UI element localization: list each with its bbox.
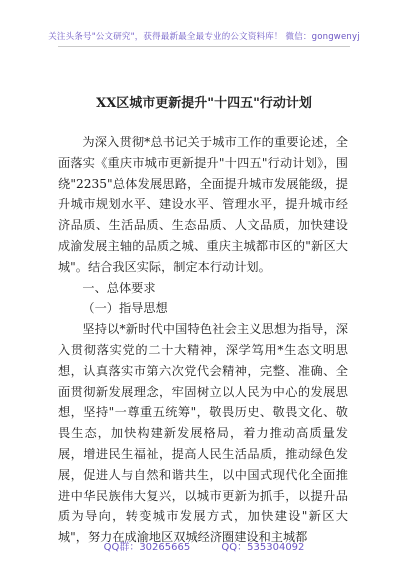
footer-qq: QQ：535304092	[221, 542, 305, 553]
document-title: XX区城市更新提升"十四五"行动计划	[96, 96, 312, 111]
document-body	[58, 132, 348, 548]
header-note: 关注头条号"公文研究"，获得最新最全最专业的公文资料库！ 微信：gongwenyj	[48, 32, 360, 42]
footer	[0, 538, 408, 553]
guiding-thought-paragraph: 坚持以*新时代中国特色社会主义思想为指导，深入贯彻落实党的二十大精神，深学笃用*生态文明思想，认真落实市第六次党代会精神，完整、准确、全面贯彻新发展理念，牢固树立以人民为中心的发展思想，坚持"一尊重五统筹"，敬畏历史、敬畏文化、敬畏生态，加快构建新发展格局，着力推动高质量发展，增进民生福祉，提高人民生活品质，推动绿色发展，促进人与自然和谐共生，以中国式现代化全面推进中华民族伟大复兴，以城市更新为抓手，以提升品质为导向，转变城市发展方式，加快建设"新区大城"，努力在成渝地区双城经济圈建设和主城都	[58, 322, 348, 545]
footer-qq-group: QQ群：30265665	[103, 542, 191, 553]
section-heading: 一、总体要求	[82, 280, 156, 295]
subsection-heading: （一）指导思想	[82, 301, 168, 316]
header-divider	[58, 46, 350, 47]
intro-paragraph: 为深入贯彻*总书记关于城市工作的重要论述，全面落实《重庆市城市更新提升"十四五"行动计划》，围绕"2235"总体发展思路，全面提升城市发展能级，提升城市规划水平、建设水平、管理水平，提升城市经济品质、生活品质、生态品质、人文品质，加快建设成渝发展主轴的品质之城、重庆主城都市区的"新区大城"。结合我区实际，制定本行动计划。	[58, 135, 348, 274]
